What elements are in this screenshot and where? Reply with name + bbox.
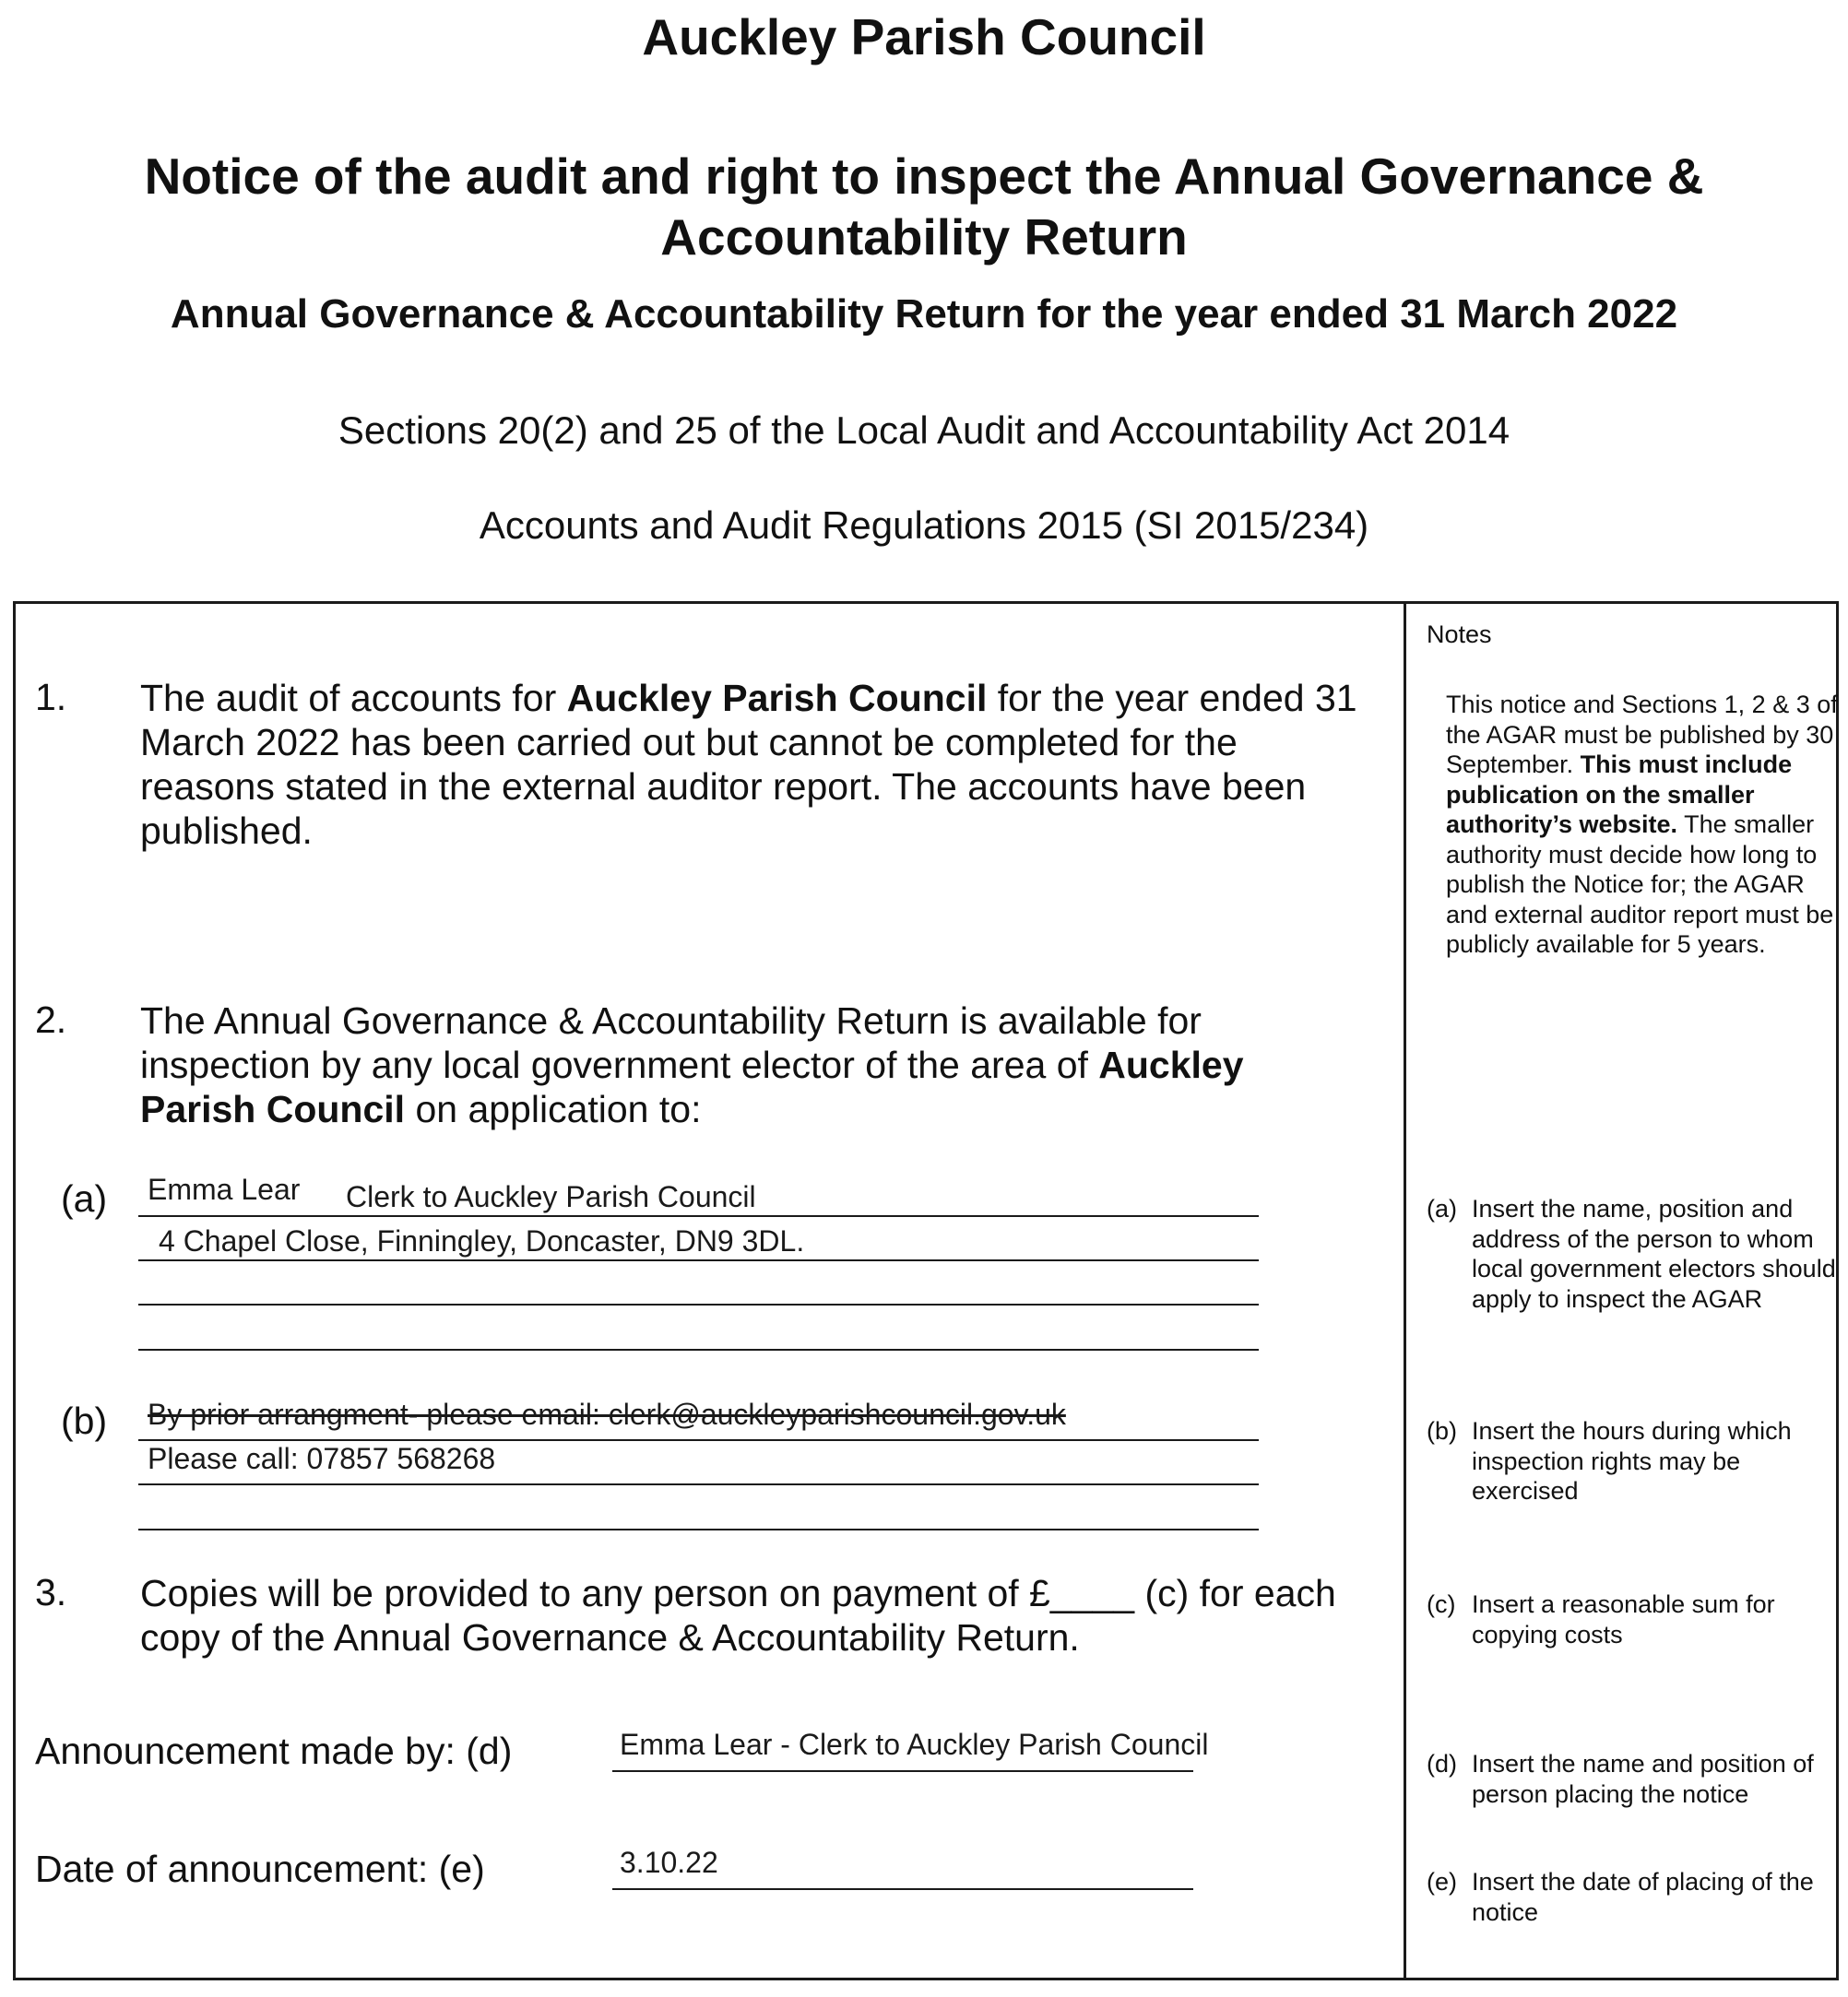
paragraph-1-council-name: Auckley Parish Council [566, 677, 988, 719]
section-a-label: (a) [61, 1177, 108, 1220]
section-b-line-1: By prior arrangment- please email: clerk@auckleyparishcouncil.gov.uk [148, 1398, 1066, 1431]
note-c-text: Insert a reasonable sum for copying costs [1472, 1590, 1775, 1648]
paragraph-3-number: 3. [35, 1571, 67, 1613]
paragraph-1-text-rest: for the year ended 31 March 2022 has been carried out but cannot be completed for the reasons stated in the external auditor report. The accounts have been published. [140, 677, 1357, 852]
announcement-made-by-rule [612, 1770, 1193, 1772]
note-e-text: Insert the date of placing of the notice [1472, 1868, 1814, 1926]
paragraph-1-text-part: The audit of accounts for [140, 677, 567, 719]
paragraph-2-text [140, 998, 1302, 1131]
section-a-rule-1 [138, 1215, 1259, 1217]
notes-title: Notes [1427, 620, 1492, 648]
paragraph-2-number: 2. [35, 998, 67, 1041]
notes-column-divider [1404, 601, 1406, 1980]
section-b-rule-2 [138, 1483, 1259, 1485]
notice-title [0, 146, 1848, 267]
section-a-address: 4 Chapel Close, Finningley, Doncaster, DN9 3DL. [159, 1224, 805, 1258]
notice-title-line-1: Notice of the audit and right to inspect the Annual Governance & [144, 148, 1704, 205]
note-c-label: (c) [1427, 1590, 1456, 1618]
date-of-announcement-label: Date of announcement: (e) [35, 1848, 485, 1890]
announcement-made-by-value: Emma Lear - Clerk to Auckley Parish Council [620, 1728, 1209, 1761]
paragraph-2-text-rest: on application to: [405, 1088, 702, 1130]
section-b-label: (b) [61, 1400, 108, 1442]
legal-reference-act: Sections 20(2) and 25 of the Local Audit and Accountability Act 2014 [338, 408, 1510, 452]
paragraph-2-text-part: The Annual Governance & Accountability Return is available for inspection by any local government elector of the area of [140, 999, 1202, 1086]
date-of-announcement-value: 3.10.22 [620, 1846, 718, 1879]
paragraph-1-text [140, 676, 1376, 853]
note-d-text: Insert the name and position of person placing the notice [1472, 1750, 1814, 1808]
section-a-rule-3 [138, 1304, 1259, 1306]
section-a-rule-2 [138, 1259, 1259, 1261]
section-a-name: Emma Lear [148, 1173, 301, 1206]
note-e-label: (e) [1427, 1868, 1457, 1896]
note-a-label: (a) [1427, 1195, 1457, 1223]
announcement-made-by-label: Announcement made by: (d) [35, 1730, 513, 1772]
section-b-rule-1 [138, 1439, 1259, 1441]
note-b-label: (b) [1427, 1417, 1457, 1445]
notes-intro-text: This notice and Sections 1, 2 & 3 of the AGAR must be published by 30 September. [1446, 691, 1838, 778]
paragraph-1-number: 1. [35, 676, 67, 718]
section-b-rule-3 [138, 1529, 1259, 1530]
note-d-label: (d) [1427, 1750, 1457, 1778]
notes-intro [1446, 690, 1838, 960]
notes-intro-bold: This must include publication on the smaller authority’s website. [1446, 750, 1793, 838]
organisation-title: Auckley Parish Council [642, 8, 1206, 65]
legal-reference-regulations: Accounts and Audit Regulations 2015 (SI 2015/234) [479, 503, 1369, 547]
notice-subtitle: Annual Governance & Accountability Return for the year ended 31 March 2022 [170, 291, 1678, 337]
note-a-text: Insert the name, position and address of the person to whom local government electors should apply to inspect the AGAR [1472, 1195, 1836, 1313]
section-a-position: Clerk to Auckley Parish Council [346, 1180, 756, 1213]
notice-title-line-2: Accountability Return [660, 208, 1188, 266]
paragraph-2-council-name: Auckley Parish Council [140, 1044, 1244, 1130]
date-of-announcement-rule [612, 1888, 1193, 1890]
section-a-rule-4 [138, 1349, 1259, 1351]
notes-intro-text-rest: The smaller authority must decide how long to publish the Notice for; the AGAR and external auditor report must be publicly available for 5 years. [1446, 810, 1834, 958]
note-b-text: Insert the hours during which inspection rights may be exercised [1472, 1417, 1792, 1505]
section-b-line-2: Please call: 07857 568268 [148, 1442, 496, 1475]
paragraph-3-text: Copies will be provided to any person on payment of £____ (c) for each copy of the Annual Governance & Accountability Return. [140, 1572, 1336, 1659]
